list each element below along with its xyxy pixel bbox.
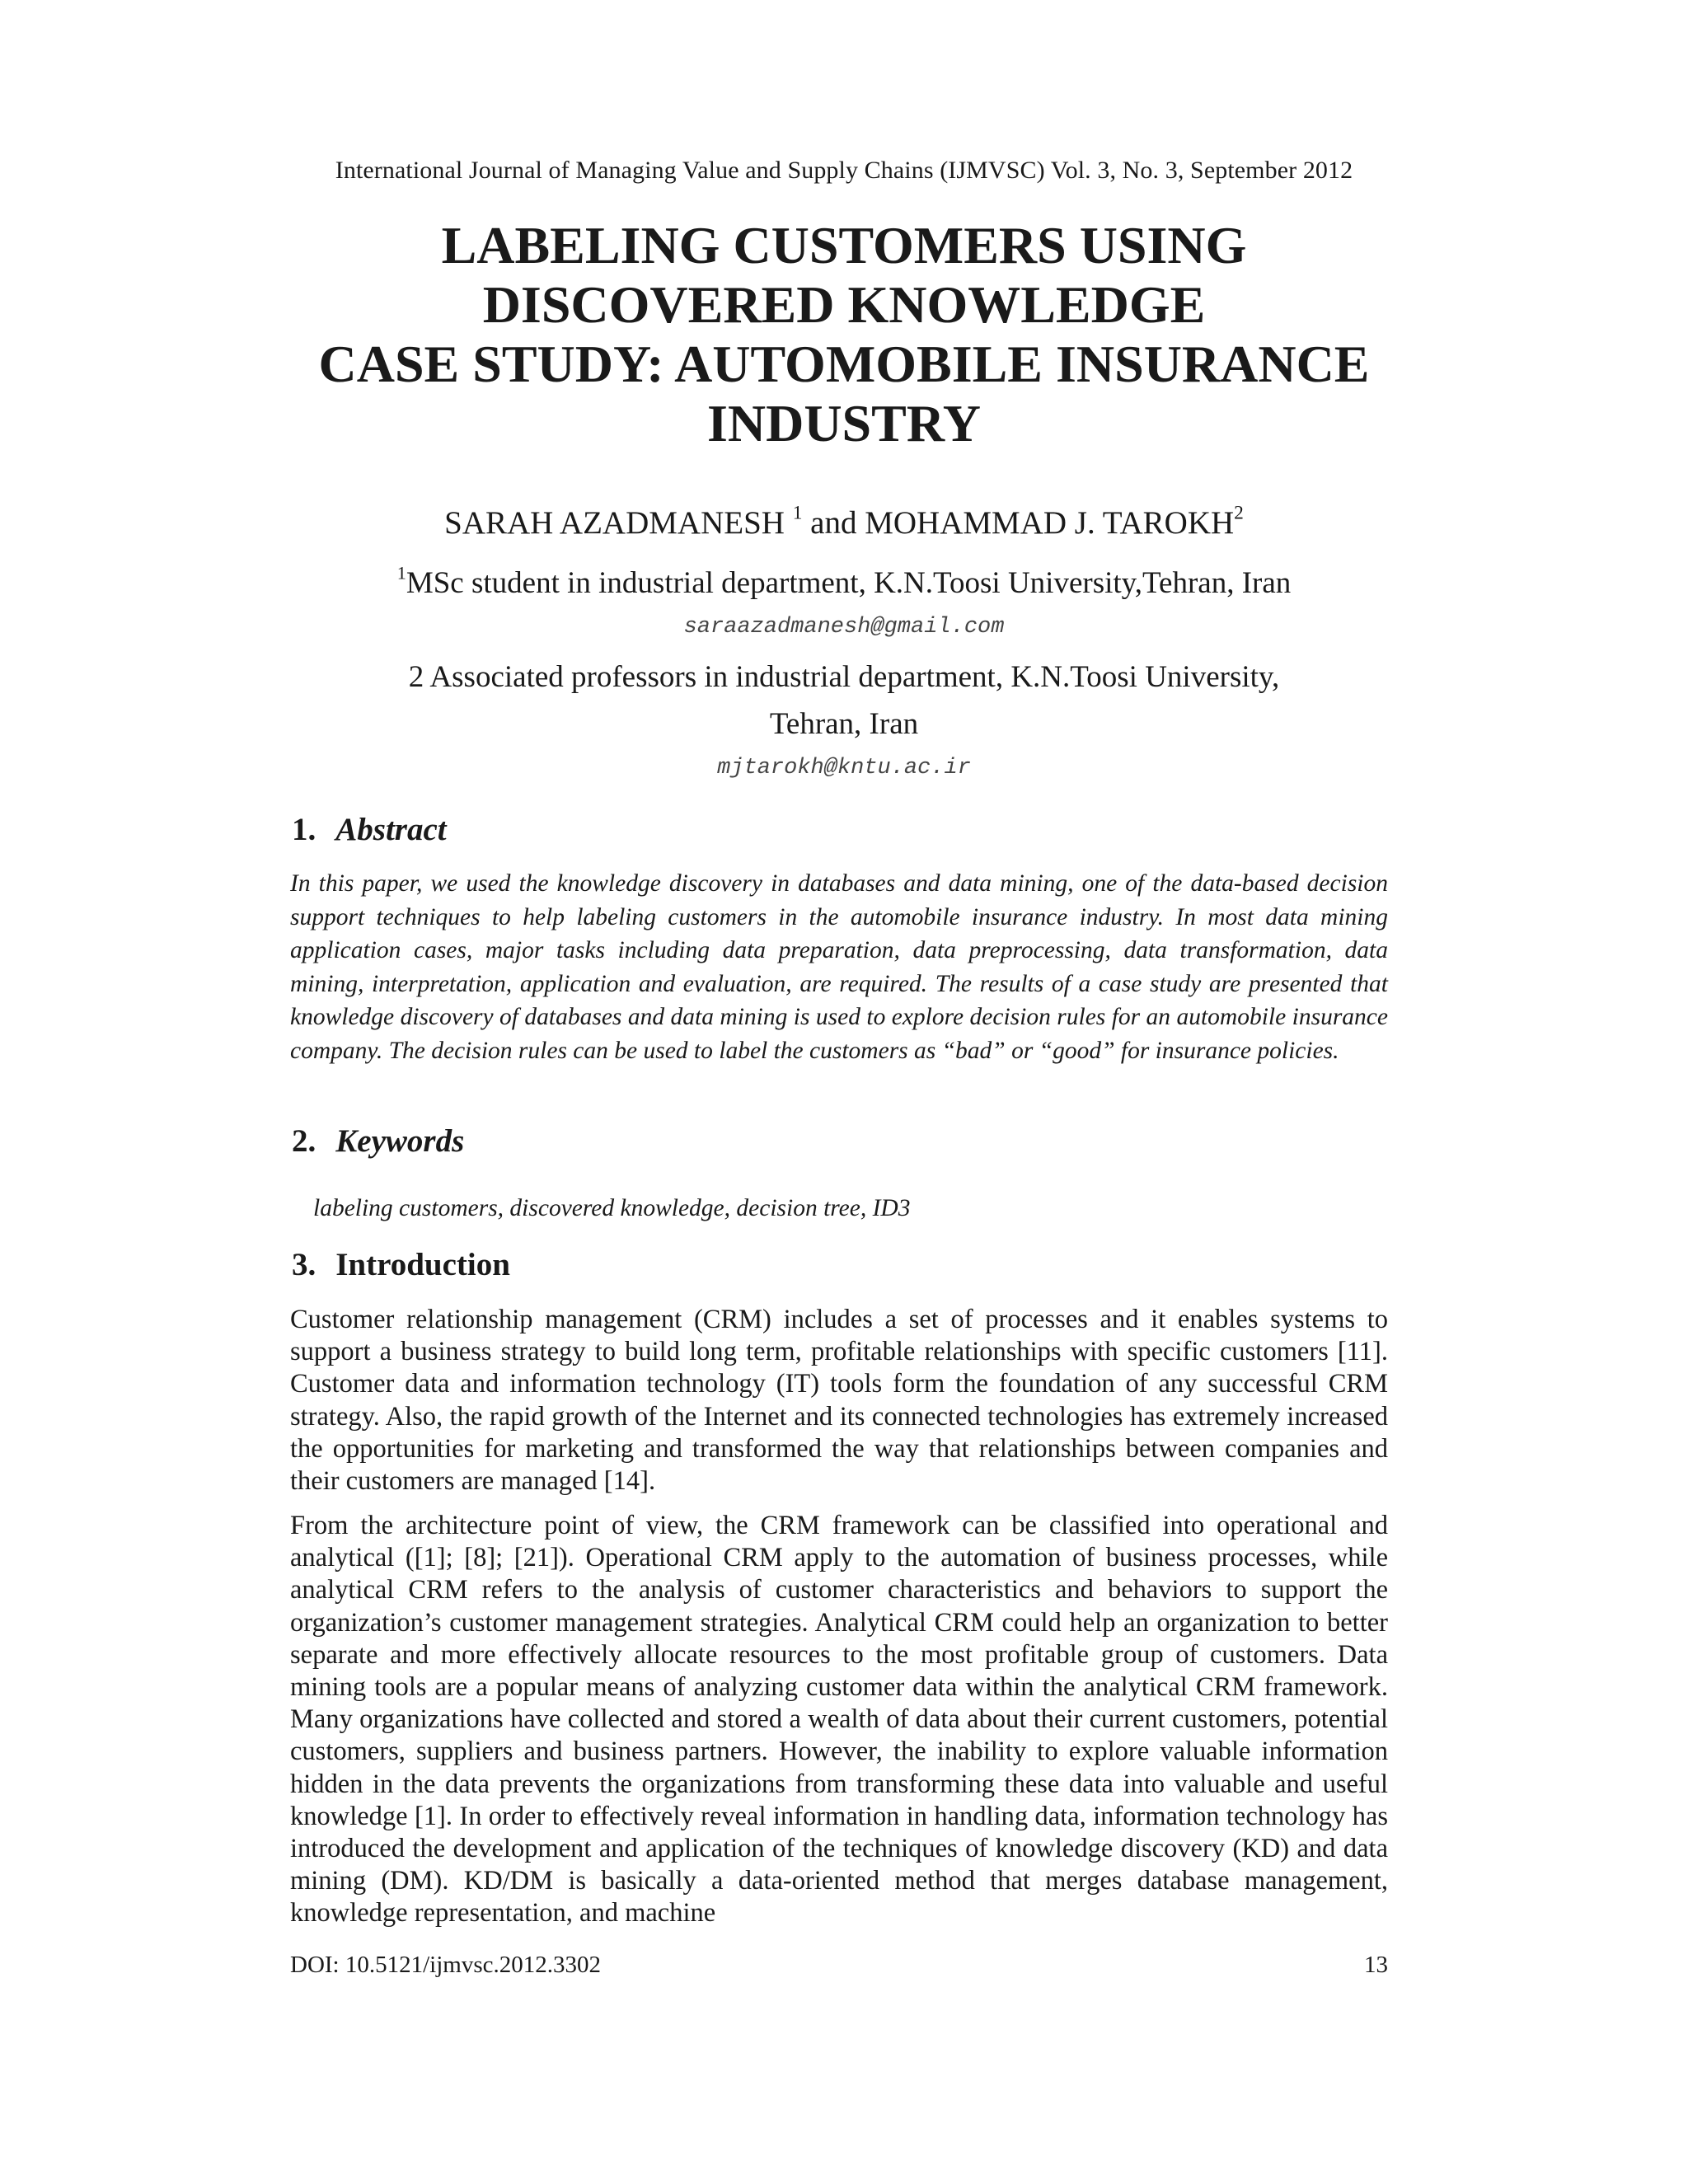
author-email[interactable]: saraazadmanesh@gmail.com bbox=[683, 615, 1005, 640]
section-number: 3. bbox=[292, 1247, 316, 1282]
keywords-text: labeling customers, discovered knowledge, decision tree, ID3 bbox=[313, 1195, 911, 1221]
section-number: 1. bbox=[292, 812, 316, 847]
section-heading-introduction bbox=[292, 1246, 510, 1283]
author-name: SARAH AZADMANESH bbox=[444, 505, 785, 541]
affiliation-2: 2 Associated professors in industrial department, K.N.Toosi University, bbox=[408, 660, 1280, 694]
author-email[interactable]: mjtarokh@kntu.ac.ir bbox=[717, 756, 971, 780]
section-title: Abstract bbox=[335, 812, 447, 847]
title-line: CASE STUDY: AUTOMOBILE INSURANCE bbox=[318, 335, 1370, 393]
page-footer bbox=[290, 1952, 1388, 1979]
title-line: DISCOVERED KNOWLEDGE bbox=[482, 275, 1206, 334]
body-paragraph: From the architecture point of view, the CRM framework can be classified into operational and analytical ([1]; [8]; [21]). Operational CRM apply to the automation of business processes, while analytical CRM refers to the analysis of customer characteristics and behaviors to support the organization’s customer management strategies. Analytical CRM could help an organization to better separate and more effectively allocate resources to the most profitable group of customers. Data mining tools are a popular means of analyzing customer data within the analytical CRM framework. Many organizations have collected and stored a wealth of data about their current customers, potential customers, suppliers and business partners. However, the inability to explore valuable information hidden in the data prevents the organizations from transforming these data into valuable and useful knowledge [1]. In order to effectively reveal information in handling data, information technology has introduced the development and application of the techniques of knowledge discovery (KD) and data mining (DM). KD/DM is basically a data-oriented method that merges database management, knowledge representation, and machine bbox=[290, 1511, 1388, 1929]
paper-title bbox=[247, 216, 1441, 453]
section-title: Keywords bbox=[335, 1123, 465, 1159]
page-number: 13 bbox=[1364, 1952, 1388, 1978]
journal-header: International Journal of Managing Value and Supply Chains (IJMVSC) Vol. 3, No. 3, September 2012 bbox=[335, 157, 1353, 184]
author-conjunction: and bbox=[810, 505, 857, 541]
section-heading-keywords bbox=[292, 1122, 464, 1160]
author-affiliation-mark: 2 bbox=[1234, 502, 1244, 524]
section-title: Introduction bbox=[335, 1247, 510, 1282]
affiliation-mark: 1 bbox=[396, 562, 406, 583]
body-paragraph: Customer relationship management (CRM) includes a set of processes and it enables systems to support a business strategy to build long term, profitable relationships with specific customers [11]. Customer data and information technology (IT) tools form the foundation of any successful CRM strategy. Also, the rapid growth of the Internet and its connected technologies has extremely increased the opportunities for marketing and transformed the way that relationships between companies and their customers are managed [14]. bbox=[290, 1305, 1388, 1497]
title-line: INDUSTRY bbox=[706, 394, 982, 452]
section-number: 2. bbox=[292, 1123, 316, 1159]
author-affiliation-mark: 1 bbox=[792, 502, 803, 524]
affiliation-1 bbox=[0, 562, 1688, 601]
title-line: LABELING CUSTOMERS USING bbox=[441, 216, 1247, 274]
section-heading-abstract bbox=[292, 811, 447, 848]
affiliation-text: MSc student in industrial department, K.N.Toosi University,Tehran, Iran bbox=[406, 566, 1292, 600]
author-name: MOHAMMAD J. TAROKH bbox=[865, 505, 1235, 541]
affiliation-2-location: Tehran, Iran bbox=[769, 707, 919, 741]
author-list bbox=[0, 504, 1688, 541]
doi: DOI: 10.5121/ijmvsc.2012.3302 bbox=[290, 1952, 601, 1978]
abstract-text: In this paper, we used the knowledge discovery in databases and data mining, one of the data-based decision support techniques to help labeling customers in the automobile insurance industry. In most data mining application cases, major tasks including data preparation, data preprocessing, data transformation, data mining, interpretation, application and evaluation, are required. The results of a case study are presented that knowledge discovery of databases and data mining is used to explore decision rules for an automobile insurance company. The decision rules can be used to label the customers as “bad” or “good” for insurance policies. bbox=[290, 870, 1388, 1064]
